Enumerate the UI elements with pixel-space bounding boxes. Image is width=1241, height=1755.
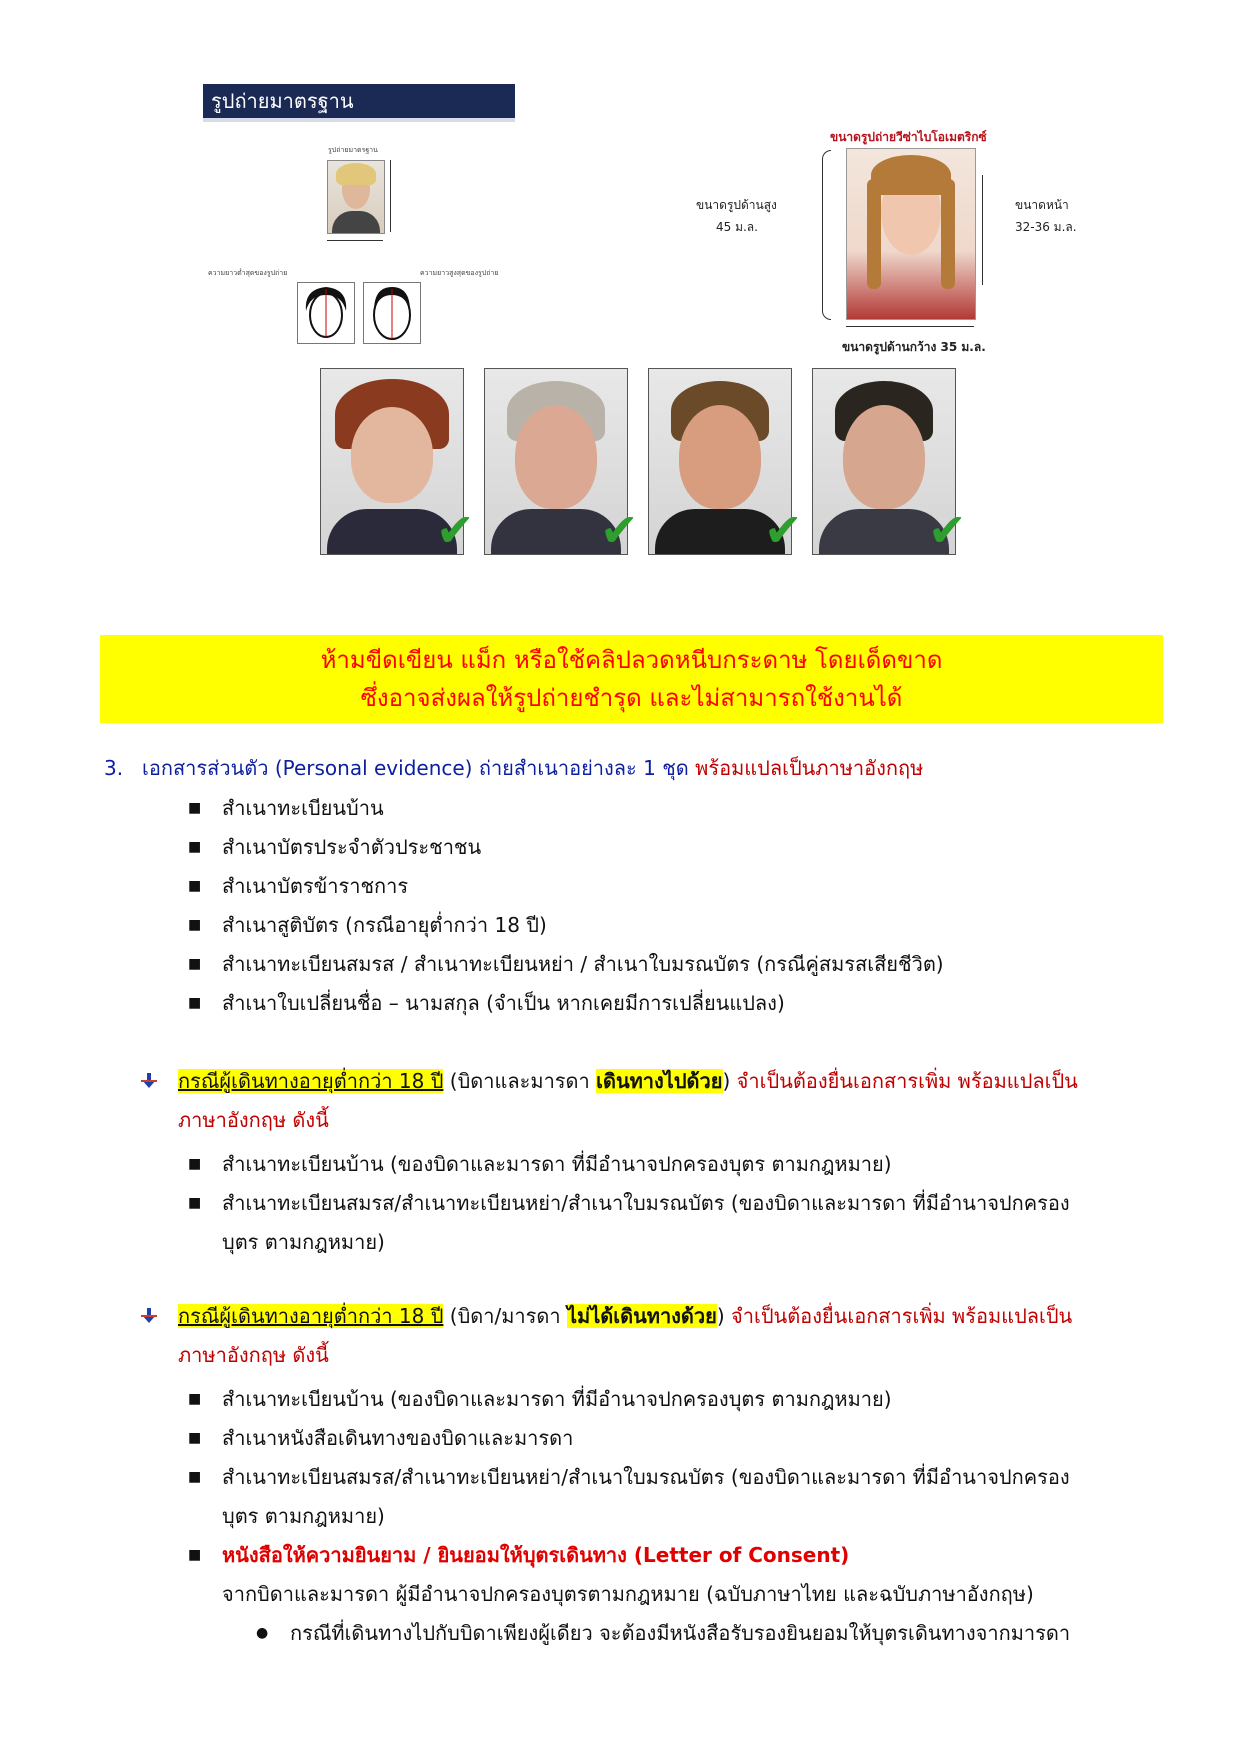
list-item-continuation: บุตร ตามกฎหมาย) <box>222 1504 385 1528</box>
square-bullet-icon: ■ <box>188 1156 202 1172</box>
section-3-heading <box>142 753 923 783</box>
down-arrow-icon <box>140 1072 158 1090</box>
section-3-heading-main: เอกสารส่วนตัว (Personal evidence) ถ่ายสำเนาอย่างละ 1 ชุด <box>142 756 689 780</box>
face-value: 32-36 ม.ล. <box>1015 220 1077 234</box>
check-icon: ✔ <box>764 503 803 557</box>
biometric-photo-example <box>846 148 976 320</box>
list-item <box>188 871 409 901</box>
max-head-sketch <box>363 282 421 344</box>
list-item-text: สำเนาสูติบัตร (กรณีอายุต่ำกว่า 18 ปี) <box>222 913 547 937</box>
section-3-heading-note: พร้อมแปลเป็นภาษาอังกฤษ <box>688 756 924 780</box>
consent-title: หนังสือให้ความยินยาม / ยินยอมให้บุตรเดินทาง (Letter of Consent) <box>222 1543 850 1567</box>
height-label: ขนาดรูปด้านสูง <box>696 198 777 212</box>
case-1-paren-bold: เดินทางไปด้วย <box>596 1069 723 1093</box>
case-2-heading <box>178 1301 1072 1331</box>
consent-letter-item <box>188 1540 850 1570</box>
square-bullet-icon: ■ <box>188 917 202 933</box>
figure-title: รูปถ่ายมาตรฐาน <box>203 84 515 122</box>
section-3-number: 3. <box>104 756 124 780</box>
round-bullet-icon: ● <box>256 1625 269 1641</box>
down-arrow-icon <box>140 1307 158 1325</box>
small-photo-caption: รูปถ่ายมาตรฐาน <box>328 146 378 154</box>
height-bracket <box>822 150 831 320</box>
list-item-text: สำเนาบัตรประจำตัวประชาชน <box>222 835 482 859</box>
square-bullet-icon: ■ <box>188 1195 202 1211</box>
list-item <box>188 910 547 940</box>
list-item-text: สำเนาบัตรข้าราชการ <box>222 874 409 898</box>
case-2-paren-close: ) <box>716 1304 725 1328</box>
list-item <box>188 832 482 862</box>
list-item-text: สำเนาทะเบียนสมรส/สำเนาทะเบียนหย่า/สำเนาใบมรณบัตร (ของบิดาและมารดา ที่มีอำนาจปกครอง <box>222 1191 1070 1215</box>
list-item <box>188 988 785 1018</box>
sketch-caption-left: ความยาวต่ำสุดของรูปถ่าย <box>208 269 288 277</box>
small-photo-width-marker <box>327 240 383 241</box>
height-value: 45 ม.ล. <box>716 220 758 234</box>
square-bullet-icon: ■ <box>188 1469 202 1485</box>
list-item <box>188 1384 892 1414</box>
min-head-sketch <box>297 282 355 344</box>
biometric-photo-title: ขนาดรูปถ่ายวีซ่าไบโอเมตริกซ์ <box>830 130 987 144</box>
sub-list-item-text: กรณีที่เดินทางไปกับบิดาเพียงผู้เดียว จะต้องมีหนังสือรับรองยินยอมให้บุตรเดินทางจากมารดา <box>290 1621 1071 1645</box>
square-bullet-icon: ■ <box>188 839 202 855</box>
list-item-text: สำเนาใบเปลี่ยนชื่อ – นามสกุล (จำเป็น หากเคยมีการเปลี่ยนแปลง) <box>222 991 785 1015</box>
list-item <box>188 1188 1070 1218</box>
square-bullet-icon: ■ <box>188 995 202 1011</box>
sub-list-item <box>256 1618 1071 1648</box>
list-item <box>188 1462 1070 1492</box>
square-bullet-icon: ■ <box>188 956 202 972</box>
photo-guide-figure <box>0 0 1241 600</box>
square-bullet-icon: ■ <box>188 878 202 894</box>
check-icon: ✔ <box>436 503 475 557</box>
small-photo-height-marker <box>390 160 391 232</box>
check-icon: ✔ <box>928 503 967 557</box>
face-size-marker <box>982 175 983 285</box>
width-label: ขนาดรูปด้านกว้าง 35 ม.ล. <box>842 340 986 354</box>
check-icon: ✔ <box>600 503 639 557</box>
square-bullet-icon: ■ <box>188 1430 202 1446</box>
list-item <box>188 949 944 979</box>
width-marker <box>846 326 974 327</box>
case-2-tail: จำเป็นต้องยื่นเอกสารเพิ่ม พร้อมแปลเป็น <box>724 1304 1073 1328</box>
case-1-lead: กรณีผู้เดินทางอายุต่ำกว่า 18 ปี <box>178 1069 444 1093</box>
list-item-text: สำเนาทะเบียนสมรส/สำเนาทะเบียนหย่า/สำเนาใบมรณบัตร (ของบิดาและมารดา ที่มีอำนาจปกครอง <box>222 1465 1070 1489</box>
list-item <box>188 1423 574 1453</box>
case-1-tail-2: ภาษาอังกฤษ ดังนี้ <box>178 1108 329 1132</box>
list-item-text: สำเนาทะเบียนบ้าน <box>222 796 384 820</box>
warning-line-2: ซึ่งอาจส่งผลให้รูปถ่ายชำรุด และไม่สามารถใช้งานได้ <box>360 684 903 712</box>
list-item-continuation: บุตร ตามกฎหมาย) <box>222 1230 385 1254</box>
case-2-paren-open: (บิดา/มารดา <box>443 1304 567 1328</box>
list-item-text: สำเนาทะเบียนบ้าน (ของบิดาและมารดา ที่มีอำนาจปกครองบุตร ตามกฎหมาย) <box>222 1152 892 1176</box>
list-item <box>188 793 384 823</box>
square-bullet-icon: ■ <box>188 1547 202 1563</box>
case-2-paren-bold: ไม่ได้เดินทางด้วย <box>566 1304 717 1328</box>
warning-line-1: ห้ามขีดเขียน แม็ก หรือใช้คลิปลวดหนีบกระดาษ โดยเด็ดขาด <box>320 646 943 674</box>
case-1-tail: จำเป็นต้องยื่นเอกสารเพิ่ม พร้อมแปลเป็น <box>730 1069 1078 1093</box>
standard-photo-example <box>327 160 385 234</box>
warning-banner <box>100 635 1163 723</box>
case-1-paren-open: (บิดาและมารดา <box>443 1069 597 1093</box>
case-2-tail-2: ภาษาอังกฤษ ดังนี้ <box>178 1343 329 1367</box>
list-item-text: สำเนาทะเบียนสมรส / สำเนาทะเบียนหย่า / สำเนาใบมรณบัตร (กรณีคู่สมรสเสียชีวิต) <box>222 952 944 976</box>
list-item <box>188 1149 892 1179</box>
list-item-text: สำเนาทะเบียนบ้าน (ของบิดาและมารดา ที่มีอำนาจปกครองบุตร ตามกฎหมาย) <box>222 1387 892 1411</box>
case-1-paren-close: ) <box>722 1069 731 1093</box>
list-item-text: สำเนาหนังสือเดินทางของบิดาและมารดา <box>222 1426 574 1450</box>
case-2-lead: กรณีผู้เดินทางอายุต่ำกว่า 18 ปี <box>178 1304 444 1328</box>
face-label: ขนาดหน้า <box>1015 198 1069 212</box>
square-bullet-icon: ■ <box>188 800 202 816</box>
sketch-caption-right: ความยาวสูงสุดของรูปถ่าย <box>420 269 499 277</box>
square-bullet-icon: ■ <box>188 1391 202 1407</box>
consent-description: จากบิดาและมารดา ผู้มีอำนาจปกครองบุตรตามกฎหมาย (ฉบับภาษาไทย และฉบับภาษาอังกฤษ) <box>222 1582 1034 1606</box>
case-1-heading <box>178 1066 1078 1096</box>
